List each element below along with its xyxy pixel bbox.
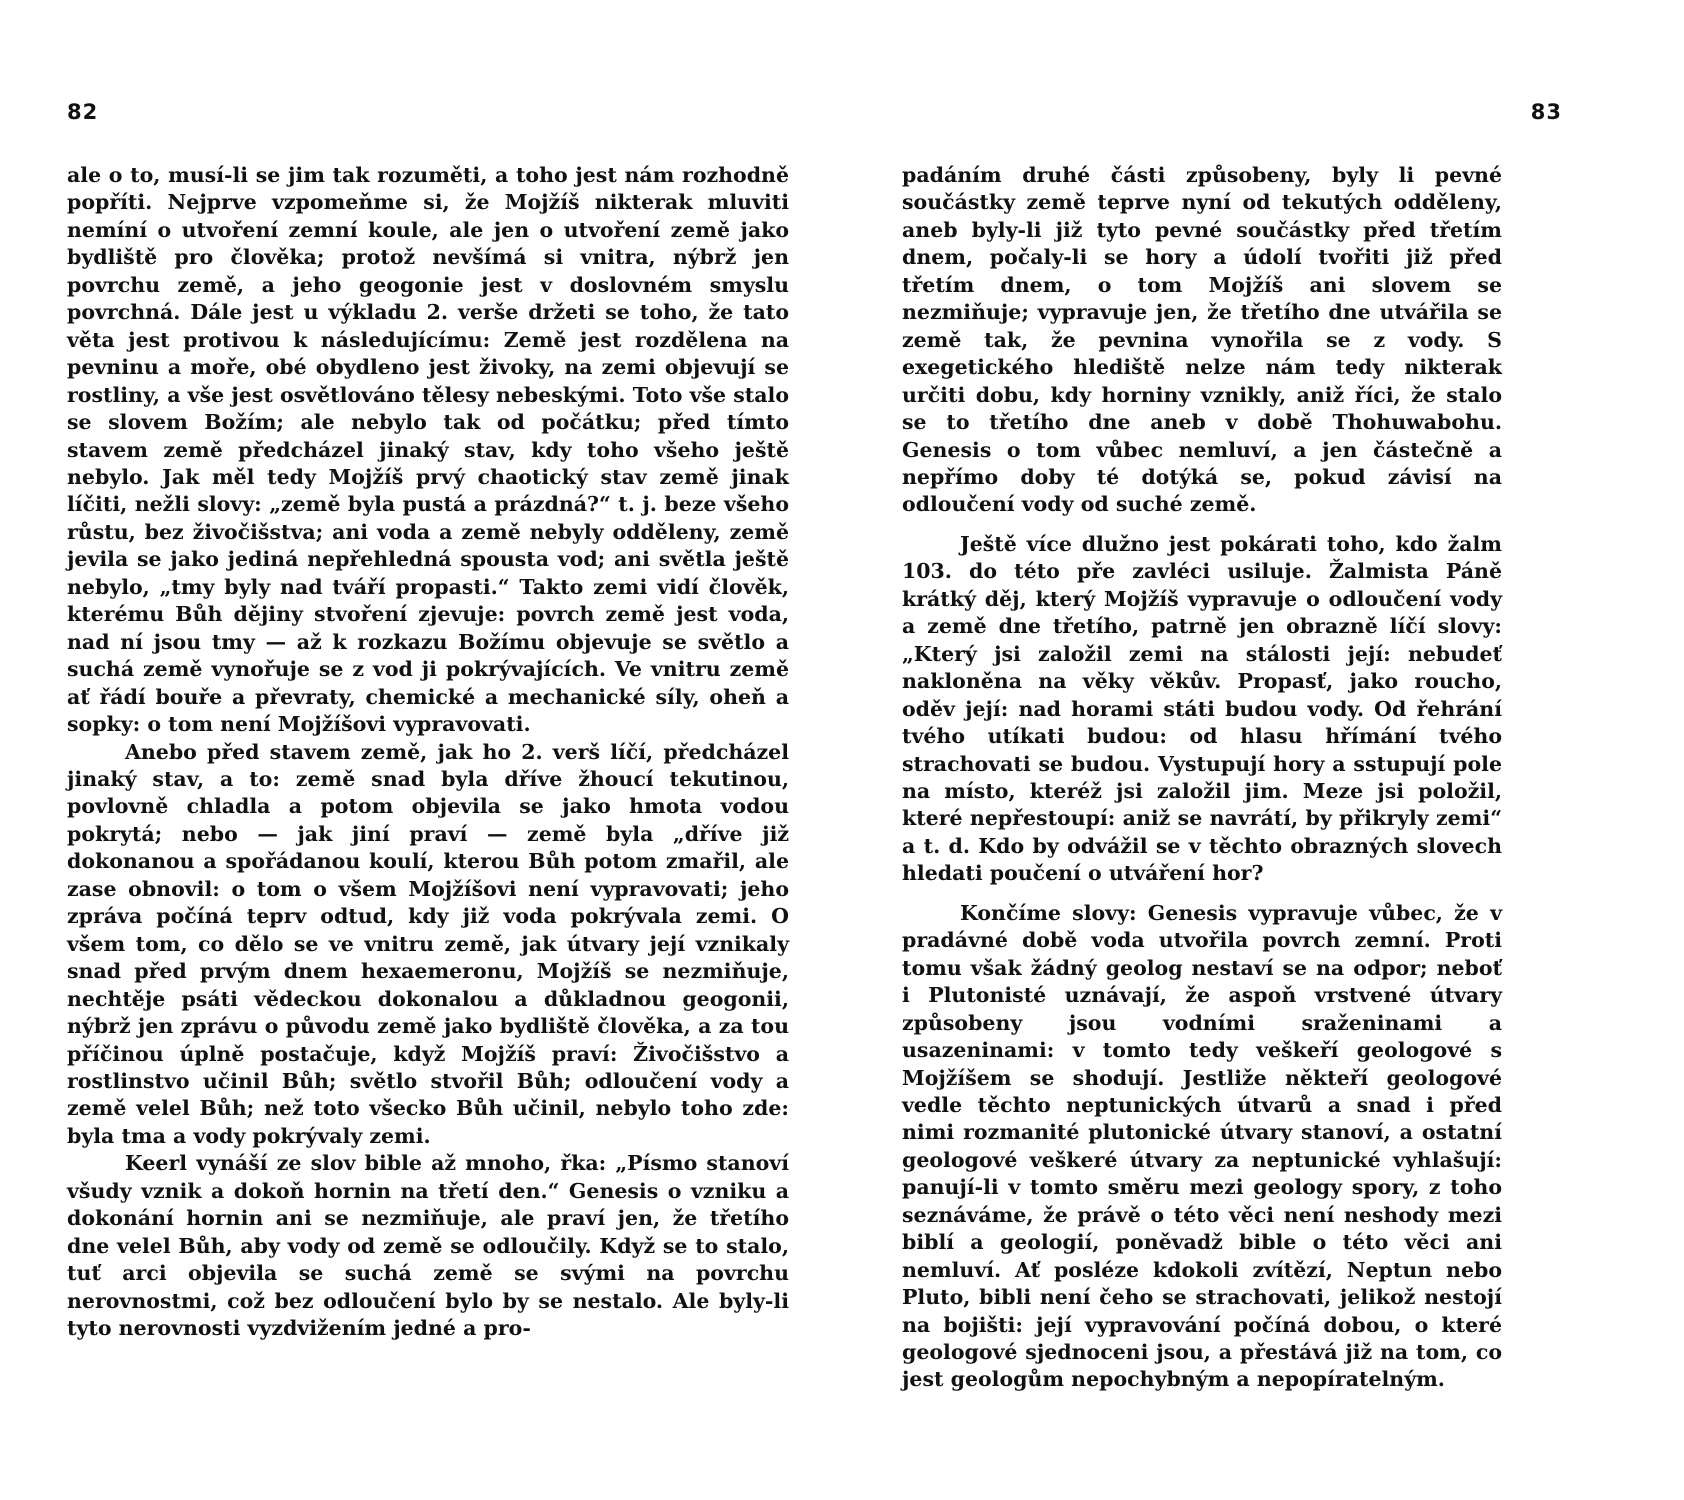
paragraph: Ještě více dlužno jest pokárati toho, kdo žalm 103. do této pře zavléci usiluje. Žalmista Páně krátký děj, který Mojžíš vypravuje o odloučení vody a země dne třetího, patrně jen obrazně líčí slovy: „Který jsi založil zemi na stálosti její: nebudeť nakloněna na věky věkův. Propasť, jako roucho, oděv její: nad horami státi budou vody. Od řehrání tvého utíkati budou: od hlasu hřímání tvého strachovati se budou. Vystupují hory a sstupují pole na místo, kteréž jsi založil jim. Meze jsi položil, které nepřestoupí: aniž se navrátí, by přikryly zemi“ a t. d. Kdo by odvážil se v těchto obrazných slovech hledati poučení o utváření hor? bbox=[902, 531, 1502, 886]
paragraph: padáním druhé části způsobeny, byly li pevné součástky země teprve nyní od tekutých odděleny, aneb byly-li již tyto pevné součástky před třetím dnem, počaly-li se hory a údolí tvořiti již před třetím dnem, o tom Mojžíš ani slovem se nezmiňuje; vypravuje jen, že třetího dne utvářila se země tak, že pevnina vynořila se z vody. S exegetického hlediště nelze nám tedy nikterak určiti dobu, kdy horniny vznikly, aniž říci, že stalo se to třetího dne aneb v době Thohuwabohu. Genesis o tom vůbec nemluví, a jen částečně a nepřímo doby té dotýká se, pokud závisí na odloučení vody od suché země. bbox=[902, 163, 1502, 517]
right-page bbox=[842, 0, 1684, 1500]
paragraph: Anebo před stavem země, jak ho 2. verš líčí, předcházel jinaký stav, a to: země snad byla dříve žhoucí tekutinou, povlovně chladla a potom objevila se jako hmota vodou pokrytá; nebo — jak jiní praví — země byla „dříve již dokonanou a spořádanou koulí, kterou Bůh potom zmařil, ale zase obnovil: o tom o všem Mojžíšovi není vypravovati; jeho zpráva počíná teprv odtud, kdy již voda pokrývala zemi. O všem tom, co dělo se ve vnitru země, jak útvary její vznikaly snad před prvým dnem hexaemeronu, Mojžíš se nezmiňuje, nechtěje psáti vědeckou dokonalou a důkladnou geogonii, nýbrž jen zprávu o původu země jako bydliště člověka, a za tou příčinou úplně postačuje, když Mojžíš praví: Živočišstvo a rostlinstvo učinil Bůh; světlo stvořil Bůh; odloučení vody a země velel Bůh; než toto všecko Bůh učinil, nebylo toho zde: byla tma a vody pokrývaly zemi. bbox=[67, 739, 789, 1148]
page-number-right: 83 bbox=[1530, 100, 1562, 124]
paragraph: Keerl vynáší ze slov bible až mnoho, řka: „Písmo stanoví všudy vznik a dokoň hornin na třetí den.“ Genesis o vzniku a dokonání hornin ani se nezmiňuje, ale praví jen, že třetího dne velel Bůh, aby vody od země se odloučily. Když se to stalo, tuť arci objevila se suchá země se svými na povrchu nerovnostmi, což bez odloučení bylo by se nestalo. Ale byly-li tyto nerovnosti vyzdvižením jedné a pro- bbox=[67, 1151, 789, 1341]
page-number-left: 82 bbox=[67, 100, 99, 124]
left-text-column bbox=[67, 162, 789, 1342]
right-text-column bbox=[902, 162, 1502, 1394]
paragraph: ale o to, musí-li se jim tak rozuměti, a toho jest nám rozhodně popříti. Nejprve vzpomeňme si, že Mojžíš nikterak mluviti nemíní o utvoření zemní koule, ale jen o utvoření země jako bydliště pro člověka; protož nevšímá si vnitra, nýbrž jen povrchu země, a jeho geogonie jest v doslovném smyslu povrchná. Dále jest u výkladu 2. verše držeti se toho, že tato věta jest protivou k následujícímu: Země jest rozdělena na pevninu a moře, obé obydleno jest živoky, na zemi objevují se rostliny, a vše jest osvětlováno tělesy nebeskými. Toto vše stalo se slovem Božím; ale nebylo tak od počátku; před tímto stavem země předcházel jinaký stav, kdy toho všeho ještě nebylo. Jak měl tedy Mojžíš prvý chaotický stav země jinak líčiti, nežli slovy: „země byla pustá a prázdná?“ t. j. beze všeho růstu, bez živočišstva; ani voda a země nebyly odděleny, země jevila se jako jediná nepřehledná spousta vod; ani světla ještě nebylo, „tmy byly nad tváří propasti.“ Takto zemi vidí člověk, kterému Bůh dějiny stvoření zjevuje: povrch země jest voda, nad ní jsou tmy — až k rozkazu Božímu objevuje se světlo a suchá země vynořuje se z vod ji pokrývajících. Ve vnitru země ať řádí bouře a převraty, chemické a mechanické síly, oheň a sopky: o tom není Mojžíšovi vypravovati. bbox=[67, 163, 789, 737]
paragraph: Končíme slovy: Genesis vypravuje vůbec, že v pradávné době voda utvořila povrch zemní. Proti tomu však žádný geolog nestaví se na odpor; neboť i Plutonisté uznávají, že aspoň vrstvené útvary způsobeny jsou vodními sraženinami a usazeninami: v tomto tedy veškeří geologové s Mojžíšem se shodují. Jestliže někteří geologové vedle těchto neptunických útvarů a snad i před nimi rozmanité plutonické útvary stanoví, a ostatní geologové veškeré útvary za neptunické vyhlašují: panují-li v tomto směru mezi geology spory, z toho seznáváme, že právě o této věci není neshody mezi biblí a geologií, poněvadž bible o této věci ani nemluví. Ať posléze kdokoli zvítězí, Neptun nebo Pluto, bibli není čeho se strachovati, jelikož nestojí na bojišti: její vypravování počíná dobou, o které geologové sjednoceni jsou, a přestává již na tom, co jest geologům nepochybným a nepopíratelným. bbox=[902, 900, 1502, 1392]
